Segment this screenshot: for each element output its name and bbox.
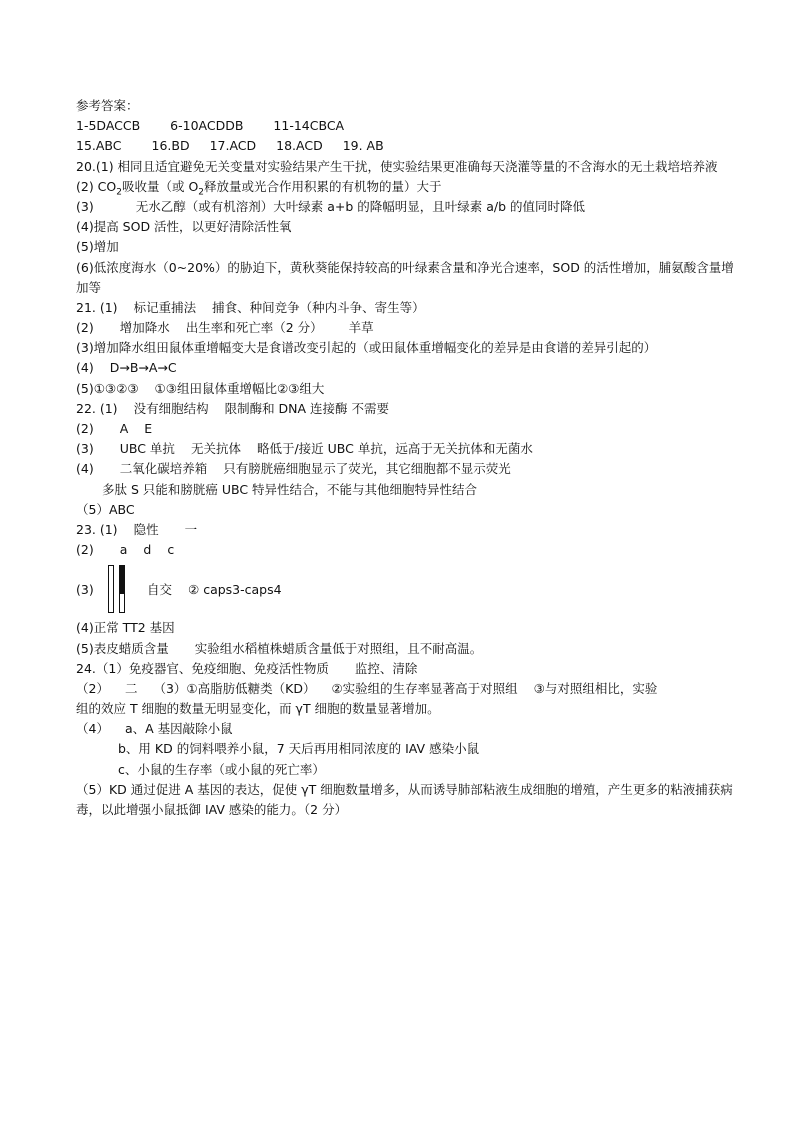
q24-part4-c: c、小鼠的生存率（或小鼠的死亡率） xyxy=(118,761,325,777)
q22-p1-c: 限制酶和 DNA 连接酶 不需要 xyxy=(224,400,390,416)
q23-part5 xyxy=(76,639,736,659)
q24-part5: （5）KD 通过促进 A 基因的表达，促使 γT 细胞数量增多，从而诱导肺部粘液生成细胞的增殖，产生更多的粘液捕获病毒，以此增强小鼠抵御 IAV 感染的能力。（2 分） xyxy=(76,781,733,818)
q23-p3-c: ② caps3-caps4 xyxy=(188,581,282,597)
page-title: 参考答案： xyxy=(76,98,139,113)
q21-p4-b: D→B→A→C xyxy=(109,360,177,376)
q20-part4: (4)提高 SOD 活性，以更好清除活性氧 xyxy=(76,219,292,235)
chromosome-diagram xyxy=(108,565,125,613)
q21-p5-a: (5)①③②③ xyxy=(76,380,139,396)
q22-part5: （5）ABC xyxy=(76,501,135,517)
chromosome-right xyxy=(119,565,125,613)
q23-p5-b: 实验组水稻植株蜡质含量低于对照组，且不耐高温。 xyxy=(194,640,483,656)
q24-p1-b: 监控、清除 xyxy=(354,660,418,676)
q23-part1 xyxy=(76,520,736,540)
q24-part4 xyxy=(76,719,736,739)
q20-part6: (6)低浓度海水（0~20%）的胁迫下，黄秋葵能保持较高的叶绿素含量和净光合速率，SOD 的活性增加，脯氨酸含量增加等 xyxy=(76,259,734,295)
q21-p4-label: (4) xyxy=(76,360,94,376)
q21-part2 xyxy=(76,318,736,338)
q22-p1-b: 没有细胞结构 xyxy=(133,400,209,416)
q22-p4-c: 只有膀胱癌细胞显示了荧光，其它细胞都不显示荧光 xyxy=(223,461,511,477)
q22-part3 xyxy=(76,439,736,459)
mc-17: 17.ACD xyxy=(209,138,257,154)
q23-p3-label: (3) xyxy=(76,581,94,597)
q21-p1-label: 21. (1) xyxy=(76,299,118,315)
q22-p3-c: 无关抗体 xyxy=(190,441,241,457)
q23-part4: (4)正常 TT2 基因 xyxy=(76,620,175,636)
q21-part5 xyxy=(76,379,736,399)
q23-part3 xyxy=(76,560,736,618)
q20-part2: (2) $CO_2$吸收量（或 $O_2$释放量或光合作用积累的有机物的量）大于 xyxy=(76,178,442,198)
q24-p4-a: a、A 基因敲除小鼠 xyxy=(124,721,233,737)
q23-p2-c: d xyxy=(143,542,152,558)
mc-18: 18.ACD xyxy=(276,138,323,154)
mc-16: 16.BD xyxy=(151,138,190,154)
q24-part4-b: b、用 KD 的饲料喂养小鼠，7 天后再用相同浓度的 IAV 感染小鼠 xyxy=(118,741,480,757)
q21-p1-c: 捕食、种间竞争（种内斗争、寄生等） xyxy=(212,299,425,315)
q23-p2-d: c xyxy=(167,542,175,558)
q22-part4-cont: 多肽 S 只能和膀胱癌 UBC 特异性结合，不能与其他细胞特异性结合 xyxy=(102,481,478,497)
q22-p1-label: 22. (1) xyxy=(76,400,118,416)
mc-answers-row-2 xyxy=(76,136,736,156)
q24-p2-a: （2） xyxy=(76,680,109,696)
q20-p2-b: 吸收量（或 O xyxy=(121,178,199,194)
q21-p2-label: (2) xyxy=(76,320,94,336)
q22-p2-c: E xyxy=(144,421,153,437)
q24-p2-c: （3）①高脂肪低糖类（KD） xyxy=(153,680,316,696)
q22-p4-b: 二氧化碳培养箱 xyxy=(119,461,208,477)
q20-part3 xyxy=(76,197,736,217)
q20-part1: 20.(1) 相同且适宜避免无关变量对实验结果产生干扰，使实验结果更准确每天浇灌等量的不含海水的无土栽培培养液 xyxy=(76,158,718,174)
q23-p2-label: (2) xyxy=(76,542,94,558)
mc-11-14: 11-14CBCA xyxy=(273,118,345,134)
q22-p3-b: UBC 单抗 xyxy=(119,441,175,457)
q21-p2-d: 羊草 xyxy=(348,320,374,336)
q24-p1-a: 24.（1）免疫器官、免疫细胞、免疫活性物质 xyxy=(76,660,329,676)
mc-6-10: 6-10ACDDB xyxy=(170,118,244,134)
answer-sheet xyxy=(76,96,736,820)
q22-p3-label: (3) xyxy=(76,441,94,457)
q24-p2-d: ②实验组的生存率显著高于对照组 xyxy=(331,680,518,696)
q21-p2-b: 增加降水 xyxy=(119,320,170,336)
q24-part2-cont: 组的效应 T 细胞的数量无明显变化，而 γT 细胞的数量显著增加。 xyxy=(76,701,440,717)
q21-p5-b: ①③组田鼠体重增幅比②③组大 xyxy=(154,380,325,396)
q20-p3-text: 无水乙醇（或有机溶剂）大叶绿素 a+b 的降幅明显，且叶绿素 a/b 的值同时降低 xyxy=(135,198,585,214)
q24-part1 xyxy=(76,659,736,679)
q23-p2-b: a xyxy=(119,542,128,558)
q20-p2-a: (2) CO xyxy=(76,178,117,194)
q23-p1-label: 23. (1) xyxy=(76,521,118,537)
q24-p2-e: ③与对照组相比，实验 xyxy=(533,680,658,696)
mc-15: 15.ABC xyxy=(76,138,122,154)
q23-p1-c: 一 xyxy=(184,521,198,537)
mc-answers-row-1 xyxy=(76,116,736,136)
q22-p2-label: (2) xyxy=(76,421,94,437)
q24-part2 xyxy=(76,679,736,699)
q23-p1-b: 隐性 xyxy=(133,521,159,537)
q20-part5: (5)增加 xyxy=(76,239,119,255)
mc-19: 19. AB xyxy=(342,138,384,154)
q23-p3-b: 自交 xyxy=(147,582,173,598)
q21-p1-b: 标记重捕法 xyxy=(133,299,197,315)
q21-part1 xyxy=(76,298,736,318)
q24-p2-b: 二 xyxy=(124,680,138,696)
q22-part1 xyxy=(76,399,736,419)
q24-p4-label: （4） xyxy=(76,721,109,737)
q22-p2-b: A xyxy=(119,421,129,437)
q23-part2 xyxy=(76,540,736,560)
q21-part4 xyxy=(76,358,736,378)
q20-p3-label: (3) xyxy=(76,198,94,214)
chromosome-left xyxy=(108,565,114,613)
q22-part4 xyxy=(76,459,736,479)
q22-part2 xyxy=(76,419,736,439)
q22-p4-label: (4) xyxy=(76,461,94,477)
q20-p2-c: 释放量或光合作用积累的有机物的量）大于 xyxy=(204,178,442,194)
q22-p3-d: 略低于/接近 UBC 单抗，远高于无关抗体和无菌水 xyxy=(256,441,533,457)
q21-part3: (3)增加降水组田鼠体重增幅变大是食谱改变引起的（或田鼠体重增幅变化的差异是由食谱的差异引起的） xyxy=(76,340,657,356)
q21-p2-c: 出生率和死亡率（2 分） xyxy=(185,320,323,336)
q23-p5-a: (5)表皮蜡质含量 xyxy=(76,640,169,656)
mc-1-5: 1-5DACCB xyxy=(76,118,141,134)
